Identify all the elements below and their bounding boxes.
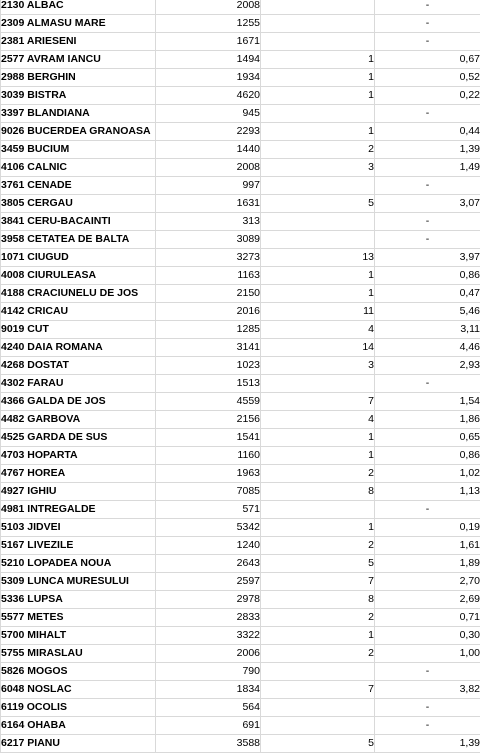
- cases-cell[interactable]: 7: [261, 393, 375, 411]
- table-row: [1, 663, 480, 681]
- rate-cell[interactable]: 1,61: [375, 537, 480, 555]
- rate-cell[interactable]: 0,67: [375, 51, 480, 69]
- population-cell[interactable]: 691: [156, 717, 261, 735]
- cases-cell[interactable]: 5: [261, 555, 375, 573]
- table-row: [1, 321, 480, 339]
- population-cell[interactable]: 3273: [156, 249, 261, 267]
- table-row: [1, 285, 480, 303]
- rate-cell[interactable]: 0,19: [375, 519, 480, 537]
- cases-cell[interactable]: [261, 105, 375, 123]
- population-cell[interactable]: 3322: [156, 627, 261, 645]
- cases-cell[interactable]: 4: [261, 321, 375, 339]
- locality-cell[interactable]: 2381 ARIESENI: [1, 33, 156, 51]
- cases-cell[interactable]: 8: [261, 483, 375, 501]
- rate-cell[interactable]: -: [375, 15, 480, 33]
- rate-cell[interactable]: 0,71: [375, 609, 480, 627]
- locality-cell[interactable]: 4981 INTREGALDE: [1, 501, 156, 519]
- locality-cell[interactable]: 5577 METES: [1, 609, 156, 627]
- population-cell[interactable]: 2156: [156, 411, 261, 429]
- rate-cell[interactable]: 1,02: [375, 465, 480, 483]
- locality-cell[interactable]: 2988 BERGHIN: [1, 69, 156, 87]
- locality-cell[interactable]: 3805 CERGAU: [1, 195, 156, 213]
- locality-cell[interactable]: 3459 BUCIUM: [1, 141, 156, 159]
- locality-cell[interactable]: 5103 JIDVEI: [1, 519, 156, 537]
- population-cell[interactable]: 313: [156, 213, 261, 231]
- rate-cell[interactable]: 1,00: [375, 645, 480, 663]
- population-cell[interactable]: 1023: [156, 357, 261, 375]
- rate-cell[interactable]: 0,65: [375, 429, 480, 447]
- rate-cell[interactable]: 3,11: [375, 321, 480, 339]
- rate-cell[interactable]: -: [375, 663, 480, 681]
- population-cell[interactable]: 1160: [156, 447, 261, 465]
- locality-cell[interactable]: 2130 ALBAC: [1, 0, 156, 15]
- cases-cell[interactable]: 3: [261, 159, 375, 177]
- table-row: [1, 537, 480, 555]
- population-cell[interactable]: 1285: [156, 321, 261, 339]
- population-cell[interactable]: 2016: [156, 303, 261, 321]
- cases-cell[interactable]: 2: [261, 141, 375, 159]
- rate-cell[interactable]: 1,39: [375, 141, 480, 159]
- cases-cell[interactable]: [261, 0, 375, 15]
- rate-cell[interactable]: 0,86: [375, 447, 480, 465]
- cases-cell[interactable]: 2: [261, 465, 375, 483]
- population-cell[interactable]: 2006: [156, 645, 261, 663]
- locality-cell[interactable]: 4927 IGHIU: [1, 483, 156, 501]
- population-cell[interactable]: 2008: [156, 159, 261, 177]
- rate-cell[interactable]: 2,69: [375, 591, 480, 609]
- rate-cell[interactable]: 0,47: [375, 285, 480, 303]
- rate-cell[interactable]: -: [375, 177, 480, 195]
- population-cell[interactable]: 2150: [156, 285, 261, 303]
- rate-cell[interactable]: -: [375, 231, 480, 249]
- population-cell[interactable]: 1240: [156, 537, 261, 555]
- locality-cell[interactable]: 9019 CUT: [1, 321, 156, 339]
- locality-cell[interactable]: 4188 CRACIUNELU DE JOS: [1, 285, 156, 303]
- rate-cell[interactable]: 0,30: [375, 627, 480, 645]
- table-row: [1, 267, 480, 285]
- rate-cell[interactable]: 0,52: [375, 69, 480, 87]
- table-row: [1, 465, 480, 483]
- rate-cell[interactable]: -: [375, 375, 480, 393]
- table-row: [1, 339, 480, 357]
- population-cell[interactable]: 2008: [156, 0, 261, 15]
- table-row: [1, 609, 480, 627]
- rate-cell[interactable]: 1,49: [375, 159, 480, 177]
- locality-cell[interactable]: 4482 GARBOVA: [1, 411, 156, 429]
- table-row: [1, 573, 480, 591]
- cases-cell[interactable]: [261, 699, 375, 717]
- rate-cell[interactable]: 4,46: [375, 339, 480, 357]
- table-row: [1, 303, 480, 321]
- cases-cell[interactable]: 1: [261, 51, 375, 69]
- locality-cell[interactable]: 4142 CRICAU: [1, 303, 156, 321]
- population-cell[interactable]: 1541: [156, 429, 261, 447]
- cases-cell[interactable]: [261, 213, 375, 231]
- table-row: [1, 357, 480, 375]
- cases-cell[interactable]: 7: [261, 573, 375, 591]
- locality-cell[interactable]: 5167 LIVEZILE: [1, 537, 156, 555]
- locality-cell[interactable]: 4106 CALNIC: [1, 159, 156, 177]
- table-row: [1, 393, 480, 411]
- cases-cell[interactable]: 1: [261, 87, 375, 105]
- table-row: [1, 699, 480, 717]
- rate-cell[interactable]: -: [375, 699, 480, 717]
- cases-cell[interactable]: [261, 717, 375, 735]
- locality-cell[interactable]: 3841 CERU-BACAINTI: [1, 213, 156, 231]
- population-cell[interactable]: 1671: [156, 33, 261, 51]
- rate-cell[interactable]: 1,86: [375, 411, 480, 429]
- population-cell[interactable]: 1834: [156, 681, 261, 699]
- cases-cell[interactable]: [261, 33, 375, 51]
- locality-cell[interactable]: 6164 OHABA: [1, 717, 156, 735]
- population-cell[interactable]: 2293: [156, 123, 261, 141]
- population-cell[interactable]: 3141: [156, 339, 261, 357]
- rate-cell[interactable]: -: [375, 717, 480, 735]
- population-cell[interactable]: 1440: [156, 141, 261, 159]
- locality-cell[interactable]: 1071 CIUGUD: [1, 249, 156, 267]
- table-row: [1, 0, 480, 15]
- table-row: [1, 231, 480, 249]
- population-cell[interactable]: 4620: [156, 87, 261, 105]
- table-row: [1, 501, 480, 519]
- locality-cell[interactable]: 4240 DAIA ROMANA: [1, 339, 156, 357]
- locality-cell[interactable]: 6048 NOSLAC: [1, 681, 156, 699]
- rate-cell[interactable]: 3,07: [375, 195, 480, 213]
- locality-cell[interactable]: 5755 MIRASLAU: [1, 645, 156, 663]
- locality-cell[interactable]: 5336 LUPSA: [1, 591, 156, 609]
- population-cell[interactable]: 5342: [156, 519, 261, 537]
- table-row: [1, 447, 480, 465]
- locality-cell[interactable]: 4525 GARDA DE SUS: [1, 429, 156, 447]
- rate-cell[interactable]: 2,93: [375, 357, 480, 375]
- rate-cell[interactable]: -: [375, 33, 480, 51]
- cases-cell[interactable]: 1: [261, 123, 375, 141]
- table-row: [1, 69, 480, 87]
- cases-cell[interactable]: 1: [261, 627, 375, 645]
- population-cell[interactable]: 7085: [156, 483, 261, 501]
- rate-cell[interactable]: 0,44: [375, 123, 480, 141]
- cases-cell[interactable]: [261, 15, 375, 33]
- population-cell[interactable]: 3588: [156, 735, 261, 753]
- cases-cell[interactable]: [261, 663, 375, 681]
- table-row: [1, 645, 480, 663]
- table-row: [1, 555, 480, 573]
- rate-cell[interactable]: -: [375, 213, 480, 231]
- population-cell[interactable]: 945: [156, 105, 261, 123]
- population-cell[interactable]: 571: [156, 501, 261, 519]
- population-cell[interactable]: 1494: [156, 51, 261, 69]
- cases-cell[interactable]: 1: [261, 285, 375, 303]
- population-cell[interactable]: 2833: [156, 609, 261, 627]
- population-cell[interactable]: 997: [156, 177, 261, 195]
- population-cell[interactable]: 2978: [156, 591, 261, 609]
- rate-cell[interactable]: 3,97: [375, 249, 480, 267]
- table-row: [1, 375, 480, 393]
- cases-cell[interactable]: 14: [261, 339, 375, 357]
- table-row: [1, 519, 480, 537]
- cases-cell[interactable]: 5: [261, 195, 375, 213]
- population-cell[interactable]: 1631: [156, 195, 261, 213]
- rate-cell[interactable]: 2,70: [375, 573, 480, 591]
- cases-cell[interactable]: 4: [261, 411, 375, 429]
- table-row: [1, 87, 480, 105]
- locality-cell[interactable]: 4366 GALDA DE JOS: [1, 393, 156, 411]
- cases-cell[interactable]: 1: [261, 69, 375, 87]
- population-cell[interactable]: 4559: [156, 393, 261, 411]
- cases-cell[interactable]: 3: [261, 357, 375, 375]
- table-row: [1, 717, 480, 735]
- table-row: [1, 123, 480, 141]
- population-cell[interactable]: 3089: [156, 231, 261, 249]
- locality-cell[interactable]: 5700 MIHALT: [1, 627, 156, 645]
- cases-cell[interactable]: [261, 501, 375, 519]
- cases-cell[interactable]: 1: [261, 429, 375, 447]
- table-row: [1, 735, 480, 753]
- rate-cell[interactable]: 1,39: [375, 735, 480, 753]
- table-row: [1, 51, 480, 69]
- table-row: [1, 591, 480, 609]
- rate-cell[interactable]: 1,89: [375, 555, 480, 573]
- rate-cell[interactable]: -: [375, 501, 480, 519]
- population-cell[interactable]: 1934: [156, 69, 261, 87]
- population-cell[interactable]: 1255: [156, 15, 261, 33]
- cases-cell[interactable]: 1: [261, 267, 375, 285]
- rate-cell[interactable]: 3,82: [375, 681, 480, 699]
- cases-cell[interactable]: 8: [261, 591, 375, 609]
- locality-cell[interactable]: 5826 MOGOS: [1, 663, 156, 681]
- cases-cell[interactable]: 13: [261, 249, 375, 267]
- cases-cell[interactable]: 11: [261, 303, 375, 321]
- rate-cell[interactable]: 0,86: [375, 267, 480, 285]
- cases-cell[interactable]: 5: [261, 735, 375, 753]
- locality-cell[interactable]: 5309 LUNCA MURESULUI: [1, 573, 156, 591]
- table-row: [1, 411, 480, 429]
- table-row: [1, 213, 480, 231]
- locality-cell[interactable]: 3397 BLANDIANA: [1, 105, 156, 123]
- table-row: [1, 105, 480, 123]
- cases-cell[interactable]: [261, 177, 375, 195]
- table-body: [1, 0, 480, 753]
- locality-cell[interactable]: 5210 LOPADEA NOUA: [1, 555, 156, 573]
- population-cell[interactable]: 790: [156, 663, 261, 681]
- population-cell[interactable]: 2597: [156, 573, 261, 591]
- population-cell[interactable]: 1163: [156, 267, 261, 285]
- cases-cell[interactable]: 7: [261, 681, 375, 699]
- cases-cell[interactable]: 2: [261, 609, 375, 627]
- rate-cell[interactable]: 5,46: [375, 303, 480, 321]
- locality-cell[interactable]: 4008 CIURULEASA: [1, 267, 156, 285]
- locality-cell[interactable]: 3039 BISTRA: [1, 87, 156, 105]
- rate-cell[interactable]: 1,54: [375, 393, 480, 411]
- rate-cell[interactable]: 1,13: [375, 483, 480, 501]
- table-row: [1, 177, 480, 195]
- table-row: [1, 627, 480, 645]
- table-row: [1, 33, 480, 51]
- locality-cell[interactable]: 4268 DOSTAT: [1, 357, 156, 375]
- locality-cell[interactable]: 2577 AVRAM IANCU: [1, 51, 156, 69]
- population-cell[interactable]: 564: [156, 699, 261, 717]
- rate-cell[interactable]: -: [375, 0, 480, 15]
- population-cell[interactable]: 2643: [156, 555, 261, 573]
- table-row: [1, 159, 480, 177]
- rate-cell[interactable]: 0,22: [375, 87, 480, 105]
- population-cell[interactable]: 1963: [156, 465, 261, 483]
- cases-cell[interactable]: 1: [261, 519, 375, 537]
- locality-cell[interactable]: 4302 FARAU: [1, 375, 156, 393]
- table-row: [1, 483, 480, 501]
- cases-cell[interactable]: 2: [261, 645, 375, 663]
- cases-cell[interactable]: 1: [261, 447, 375, 465]
- locality-cell[interactable]: 3761 CENADE: [1, 177, 156, 195]
- cases-cell[interactable]: 2: [261, 537, 375, 555]
- locality-cell[interactable]: 4767 HOREA: [1, 465, 156, 483]
- rate-cell[interactable]: -: [375, 105, 480, 123]
- cases-cell[interactable]: [261, 231, 375, 249]
- table-row: [1, 249, 480, 267]
- table-row: [1, 195, 480, 213]
- table-row: [1, 429, 480, 447]
- locality-cell[interactable]: 6217 PIANU: [1, 735, 156, 753]
- locality-cell[interactable]: 2309 ALMASU MARE: [1, 15, 156, 33]
- locality-cell[interactable]: 6119 OCOLIS: [1, 699, 156, 717]
- cases-cell[interactable]: [261, 375, 375, 393]
- table-row: [1, 141, 480, 159]
- locality-cell[interactable]: 4703 HOPARTA: [1, 447, 156, 465]
- table-row: [1, 15, 480, 33]
- population-cell[interactable]: 1513: [156, 375, 261, 393]
- locality-cell[interactable]: 3958 CETATEA DE BALTA: [1, 231, 156, 249]
- table-row: [1, 681, 480, 699]
- locality-cell[interactable]: 9026 BUCERDEA GRANOASA: [1, 123, 156, 141]
